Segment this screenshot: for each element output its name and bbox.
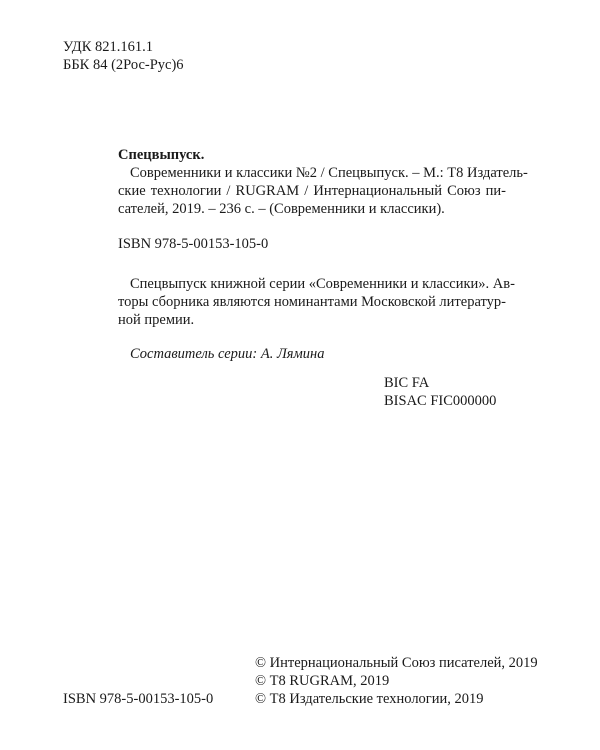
- record-description-line: сателей, 2019. – 236 с. – (Современники и классики).: [118, 201, 445, 217]
- annotation-line: торы сборника являются номинантами Московской литератур-: [118, 294, 506, 310]
- record-description-line: Современники и классики №2 / Спецвыпуск. – М.: Т8 Издатель-: [130, 165, 528, 181]
- copyright-line: © Интернациональный Союз писателей, 2019: [255, 655, 538, 671]
- bic-code: BIC FA: [384, 375, 430, 391]
- bisac-code: BISAC FIC000000: [384, 393, 497, 409]
- annotation-line: ной премии.: [118, 312, 195, 328]
- annotation-line: Спецвыпуск книжной серии «Современники и классики». Ав-: [130, 276, 515, 292]
- record-isbn: ISBN 978-5-00153-105-0: [118, 236, 269, 252]
- udk-code: УДК 821.161.1: [63, 39, 153, 55]
- series-compiler: Составитель серии: А. Лямина: [130, 346, 325, 362]
- copyright-line: © Т8 RUGRAM, 2019: [255, 673, 390, 689]
- bbk-code: ББК 84 (2Рос-Рус)6: [63, 57, 184, 73]
- copyright-line: © Т8 Издательские технологии, 2019: [255, 691, 484, 707]
- footer-isbn: ISBN 978-5-00153-105-0: [63, 691, 214, 707]
- record-title: Спецвыпуск.: [118, 147, 205, 163]
- record-description-line: ские технологии / RUGRAM / Интернациональный Союз пи-: [118, 183, 506, 199]
